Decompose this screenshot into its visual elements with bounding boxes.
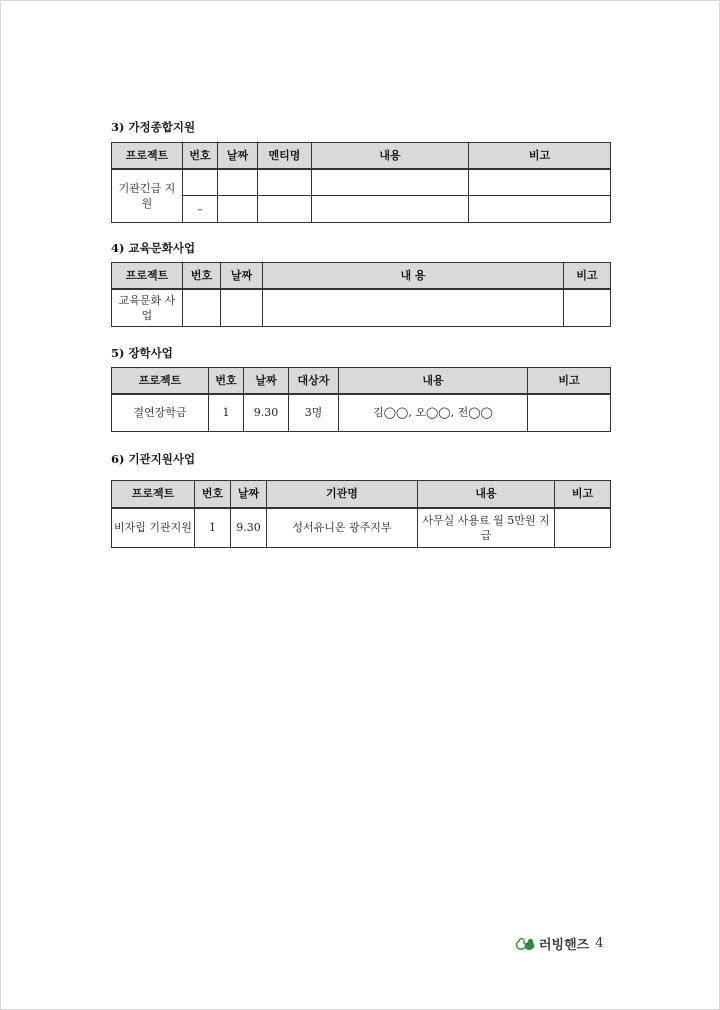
cell-project: 기관긴급 지원 xyxy=(112,169,183,223)
header-no: 번호 xyxy=(195,481,231,508)
header-no: 번호 xyxy=(183,143,218,169)
cell-mentee xyxy=(258,169,312,196)
header-project: 프로젝트 xyxy=(112,143,183,169)
cell-date: 9.30 xyxy=(244,394,289,432)
header-mentee: 멘티명 xyxy=(258,143,312,169)
cell-no: – xyxy=(183,196,218,223)
cell-project: 비자립 기관지원 xyxy=(112,508,195,548)
cell-content xyxy=(263,289,564,327)
cell-org: 성서유니온 광주지부 xyxy=(267,508,418,548)
cell-project: 교육문화 사업 xyxy=(112,289,183,327)
header-content: 내 용 xyxy=(263,263,564,289)
section-6-table xyxy=(111,480,611,548)
header-date: 날짜 xyxy=(221,263,263,289)
footer xyxy=(514,931,604,955)
cell-note xyxy=(555,508,611,548)
header-target: 대상자 xyxy=(289,368,339,394)
header-date: 날짜 xyxy=(231,481,267,508)
header-date: 날짜 xyxy=(218,143,258,169)
cell-no: 1 xyxy=(195,508,231,548)
cell-target: 3명 xyxy=(289,394,339,432)
header-org: 기관명 xyxy=(267,481,418,508)
section-4-title: 4) 교육문화사업 xyxy=(111,241,196,255)
header-date: 날짜 xyxy=(244,368,289,394)
header-note: 비고 xyxy=(469,143,611,169)
header-project: 프로젝트 xyxy=(112,263,183,289)
cell-note xyxy=(469,169,611,196)
cell-no xyxy=(183,169,218,196)
cell-content xyxy=(312,196,469,223)
cell-date: 9.30 xyxy=(231,508,267,548)
cell-date xyxy=(218,169,258,196)
cell-content xyxy=(312,169,469,196)
header-note: 비고 xyxy=(564,263,611,289)
header-note: 비고 xyxy=(528,368,611,394)
cell-content: 김◯◯, 오◯◯, 전◯◯ xyxy=(339,394,528,432)
cell-date xyxy=(221,289,263,327)
cell-no: 1 xyxy=(209,394,244,432)
header-note: 비고 xyxy=(555,481,611,508)
header-content: 내용 xyxy=(339,368,528,394)
section-5-title: 5) 장학사업 xyxy=(111,346,173,360)
hands-logo-icon xyxy=(514,933,536,953)
header-content: 내용 xyxy=(312,143,469,169)
cell-note xyxy=(469,196,611,223)
cell-note xyxy=(528,394,611,432)
header-no: 번호 xyxy=(183,263,221,289)
header-content: 내용 xyxy=(418,481,555,508)
header-no: 번호 xyxy=(209,368,244,394)
cell-mentee xyxy=(258,196,312,223)
section-4-table xyxy=(111,262,611,327)
section-3-table xyxy=(111,142,611,223)
cell-date xyxy=(218,196,258,223)
cell-note xyxy=(564,289,611,327)
section-3-title: 3) 가정종합지원 xyxy=(111,120,196,134)
page-number: 4 xyxy=(595,935,604,951)
brand-name: 러빙핸즈 xyxy=(539,937,590,953)
cell-no xyxy=(183,289,221,327)
cell-content: 사무실 사용료 월 5만원 지급 xyxy=(418,508,555,548)
cell-project: 결연장학금 xyxy=(112,394,209,432)
header-project: 프로젝트 xyxy=(112,481,195,508)
section-6-title: 6) 기관지원사업 xyxy=(111,452,196,466)
header-project: 프로젝트 xyxy=(112,368,209,394)
section-5-table xyxy=(111,367,611,432)
